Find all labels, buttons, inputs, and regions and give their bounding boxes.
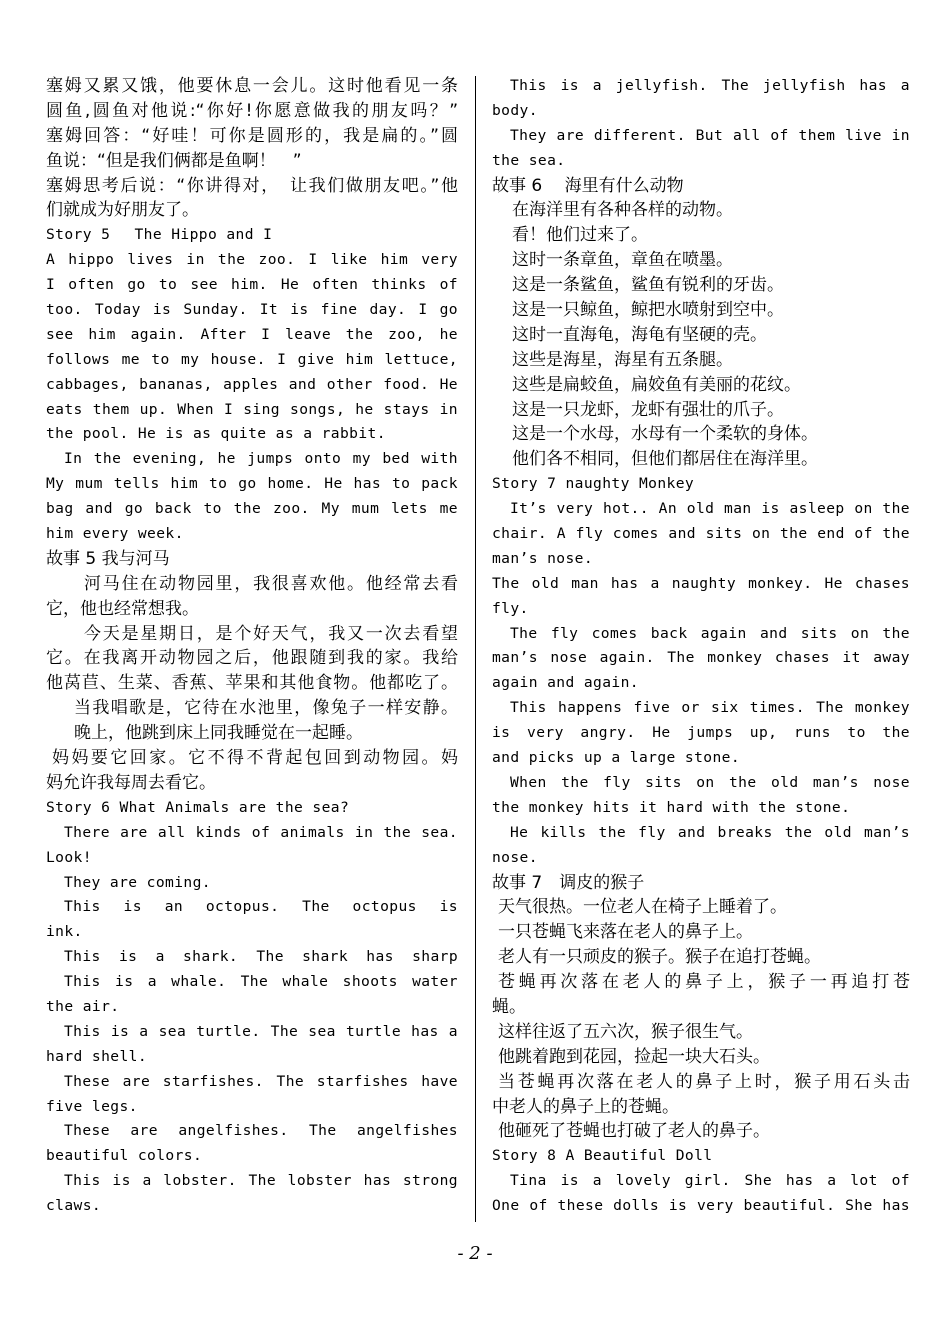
text-line: 这些是海星，海星有五条腿。 [512,349,733,370]
text-line: 它，他也经常想我。 [46,598,199,619]
text-line: 故事 6 海里有什么动物 [492,175,684,196]
text-line: 这是一只龙虾，龙虾有强壮的爪子。 [512,399,784,420]
text-line: 看！他们过来了。 [512,225,648,246]
text-line: hard shell. [46,1047,148,1065]
text-line: I often go to see him. He often thinks of [46,276,458,294]
page-number: - 2 - [457,1243,493,1264]
text-line: Tina is a lovely girl. She has a lot of [510,1172,910,1190]
text-line: 妈妈要它回家。它不得不背起包回到动物园。妈 [52,748,458,769]
text-line: 河马住在动物园里，我很喜欢他。他经常去看 [84,573,458,594]
text-line: 当苍蝇再次落在老人的鼻子上时，猴子用石头击 [498,1071,910,1092]
right-column [492,74,910,1219]
text-line: The fly comes back again and sits on the [510,624,910,642]
text-line: five legs. [46,1097,138,1115]
text-line: too. Today is Sunday. It is fine day. I go [46,301,458,319]
text-line: him every week. [46,525,184,543]
text-line: the monkey hits it hard with the stone. [492,798,851,816]
text-line: and picks up a large stone. [492,749,741,767]
text-line: One of these dolls is very beautiful. She has [492,1197,910,1215]
text-line: Story 7 naughty Monkey [492,475,695,493]
text-line: Look! [46,848,92,866]
text-line: 们就成为好朋友了。 [46,200,199,221]
text-line: 这是一只鲸鱼，鲸把水喷射到空中。 [512,300,784,321]
text-line: 塞姆思考后说：“你讲得对， 让我们做朋友吧。”他 [46,175,458,196]
text-line: 中老人的鼻子上的苍蝇。 [492,1096,679,1117]
text-line: the air. [46,997,120,1015]
text-line: 塞姆回答：“好哇！可你是圆形的，我是扁的。”圆 [46,125,458,146]
text-line: chair. A fly comes and sits on the end of the [492,525,910,543]
text-line: Story 6 What Animals are the sea? [46,798,350,816]
text-line: In the evening, he jumps onto my bed with [64,450,458,468]
text-line: This is a jellyfish. The jellyfish has a [510,77,910,94]
text-line: 当我唱歌是，它待在水池里，像兔子一样安静。 [74,698,458,719]
text-line: 在海洋里有各种各样的动物。 [512,200,733,221]
text-line: This is a lobster. The lobster has strong [64,1172,458,1190]
text-line: 蝇。 [492,996,526,1017]
text-line: The old man has a naughty monkey. He chases [492,574,910,592]
text-line: 鱼说：“但是我们俩都是鱼啊！ ” [46,150,302,171]
text-line: see him again. After I leave the zoo, he [46,325,458,343]
text-line: He kills the fly and breaks the old man’s [510,823,910,841]
text-line: Story 5 The Hippo and I [46,226,273,244]
text-line: 这是一条鲨鱼，鲨鱼有锐利的牙齿。 [512,275,784,296]
text-line: 这样往返了五六次，猴子很生气。 [498,1021,753,1042]
text-line: 这是一个水母，水母有一个柔软的身体。 [512,424,818,445]
text-line: follows me to my house. I give him lettuce, [46,350,458,368]
text-line: 苍蝇再次落在老人的鼻子上，猴子一再追打苍 [498,972,910,993]
text-line: bag and go back to the zoo. My mum lets me [46,500,458,518]
text-line: These are angelfishes. The angelfishes [64,1122,458,1140]
text-line: This is an octopus. The octopus is [64,898,458,916]
text-line: 这时一直海龟，海龟有坚硬的壳。 [512,324,767,345]
text-line: 故事 7 调皮的猴子 [492,872,645,893]
text-line: 圆鱼,圆鱼对他说:“你好!你愿意做我的朋友吗？” [46,100,458,121]
text-line: 它。在我离开动物园之后，他跟随到我的家。我给 [46,648,458,669]
text-line: They are coming. [64,873,211,891]
text-line: 今天是星期日，是个好天气，我又一次去看望 [84,623,458,644]
column-divider [475,76,476,1222]
text-line: the pool. He is as quite as a rabbit. [46,425,386,443]
text-line: There are all kinds of animals in the sea. [64,823,458,841]
text-line: 塞姆又累又饿，他要休息一会儿。这时他看见一条 [46,76,458,96]
text-line: 他莴苣、生菜、香蕉、苹果和其他食物。他都吃了。 [46,673,458,694]
text-line: It’s very hot.. An old man is asleep on the [510,500,910,518]
text-line: again and again. [492,674,639,692]
text-line: cabbages, bananas, apples and other food. He [46,375,458,393]
text-line: 晚上，他跳到床上同我睡觉在一起睡。 [74,723,363,744]
text-line: claws. [46,1197,102,1215]
text-line: ink. [46,923,83,941]
text-line: When the fly sits on the old man’s nose [510,773,910,791]
text-line: They are different. But all of them live in [510,126,910,144]
text-line: beautiful colors. [46,1147,203,1165]
text-line: man’s nose again. The monkey chases it away [492,649,910,667]
text-line: My mum tells him to go home. He has to pack [46,475,458,493]
text-line: nose. [492,848,538,866]
text-line: 妈允许我每周去看它。 [46,772,216,793]
text-line: 他砸死了苍蝇也打破了老人的鼻子。 [498,1121,770,1142]
text-line: These are starfishes. The starfishes have [64,1072,458,1090]
text-line: This is a whale. The whale shoots water [64,973,458,991]
text-line: This is a sea turtle. The sea turtle has a [64,1022,458,1040]
text-line: This happens five or six times. The monkey [510,699,910,717]
text-line: A hippo lives in the zoo. I like him very [46,251,458,269]
text-line: eats them up. When I sing songs, he stays in [46,400,458,418]
text-line: 天气很热。一位老人在椅子上睡着了。 [498,897,787,918]
text-line: Story 8 A Beautiful Doll [492,1147,713,1165]
text-line: 这时一条章鱼，章鱼在喷墨。 [512,250,733,271]
text-line: 他们各不相同，但他们都居住在海洋里。 [512,449,818,470]
text-line: This is a shark. The shark has sharp [64,948,458,966]
text-line: 他跳着跑到花园，捡起一块大石头。 [498,1046,770,1067]
text-line: 老人有一只顽皮的猴子。猴子在追打苍蝇。 [498,947,821,968]
text-line: 故事 5 我与河马 [46,548,170,569]
text-line: 一只苍蝇飞来落在老人的鼻子上。 [498,922,753,943]
text-line: body. [492,101,538,119]
text-line: the sea. [492,151,566,169]
text-line: 这些是扁蛟鱼，扁姣鱼有美丽的花纹。 [512,374,801,395]
text-line: man’s nose. [492,549,594,567]
left-column [46,74,458,1219]
text-line: fly. [492,599,529,617]
text-line: is very angry. He jumps up, runs to the [492,724,910,742]
